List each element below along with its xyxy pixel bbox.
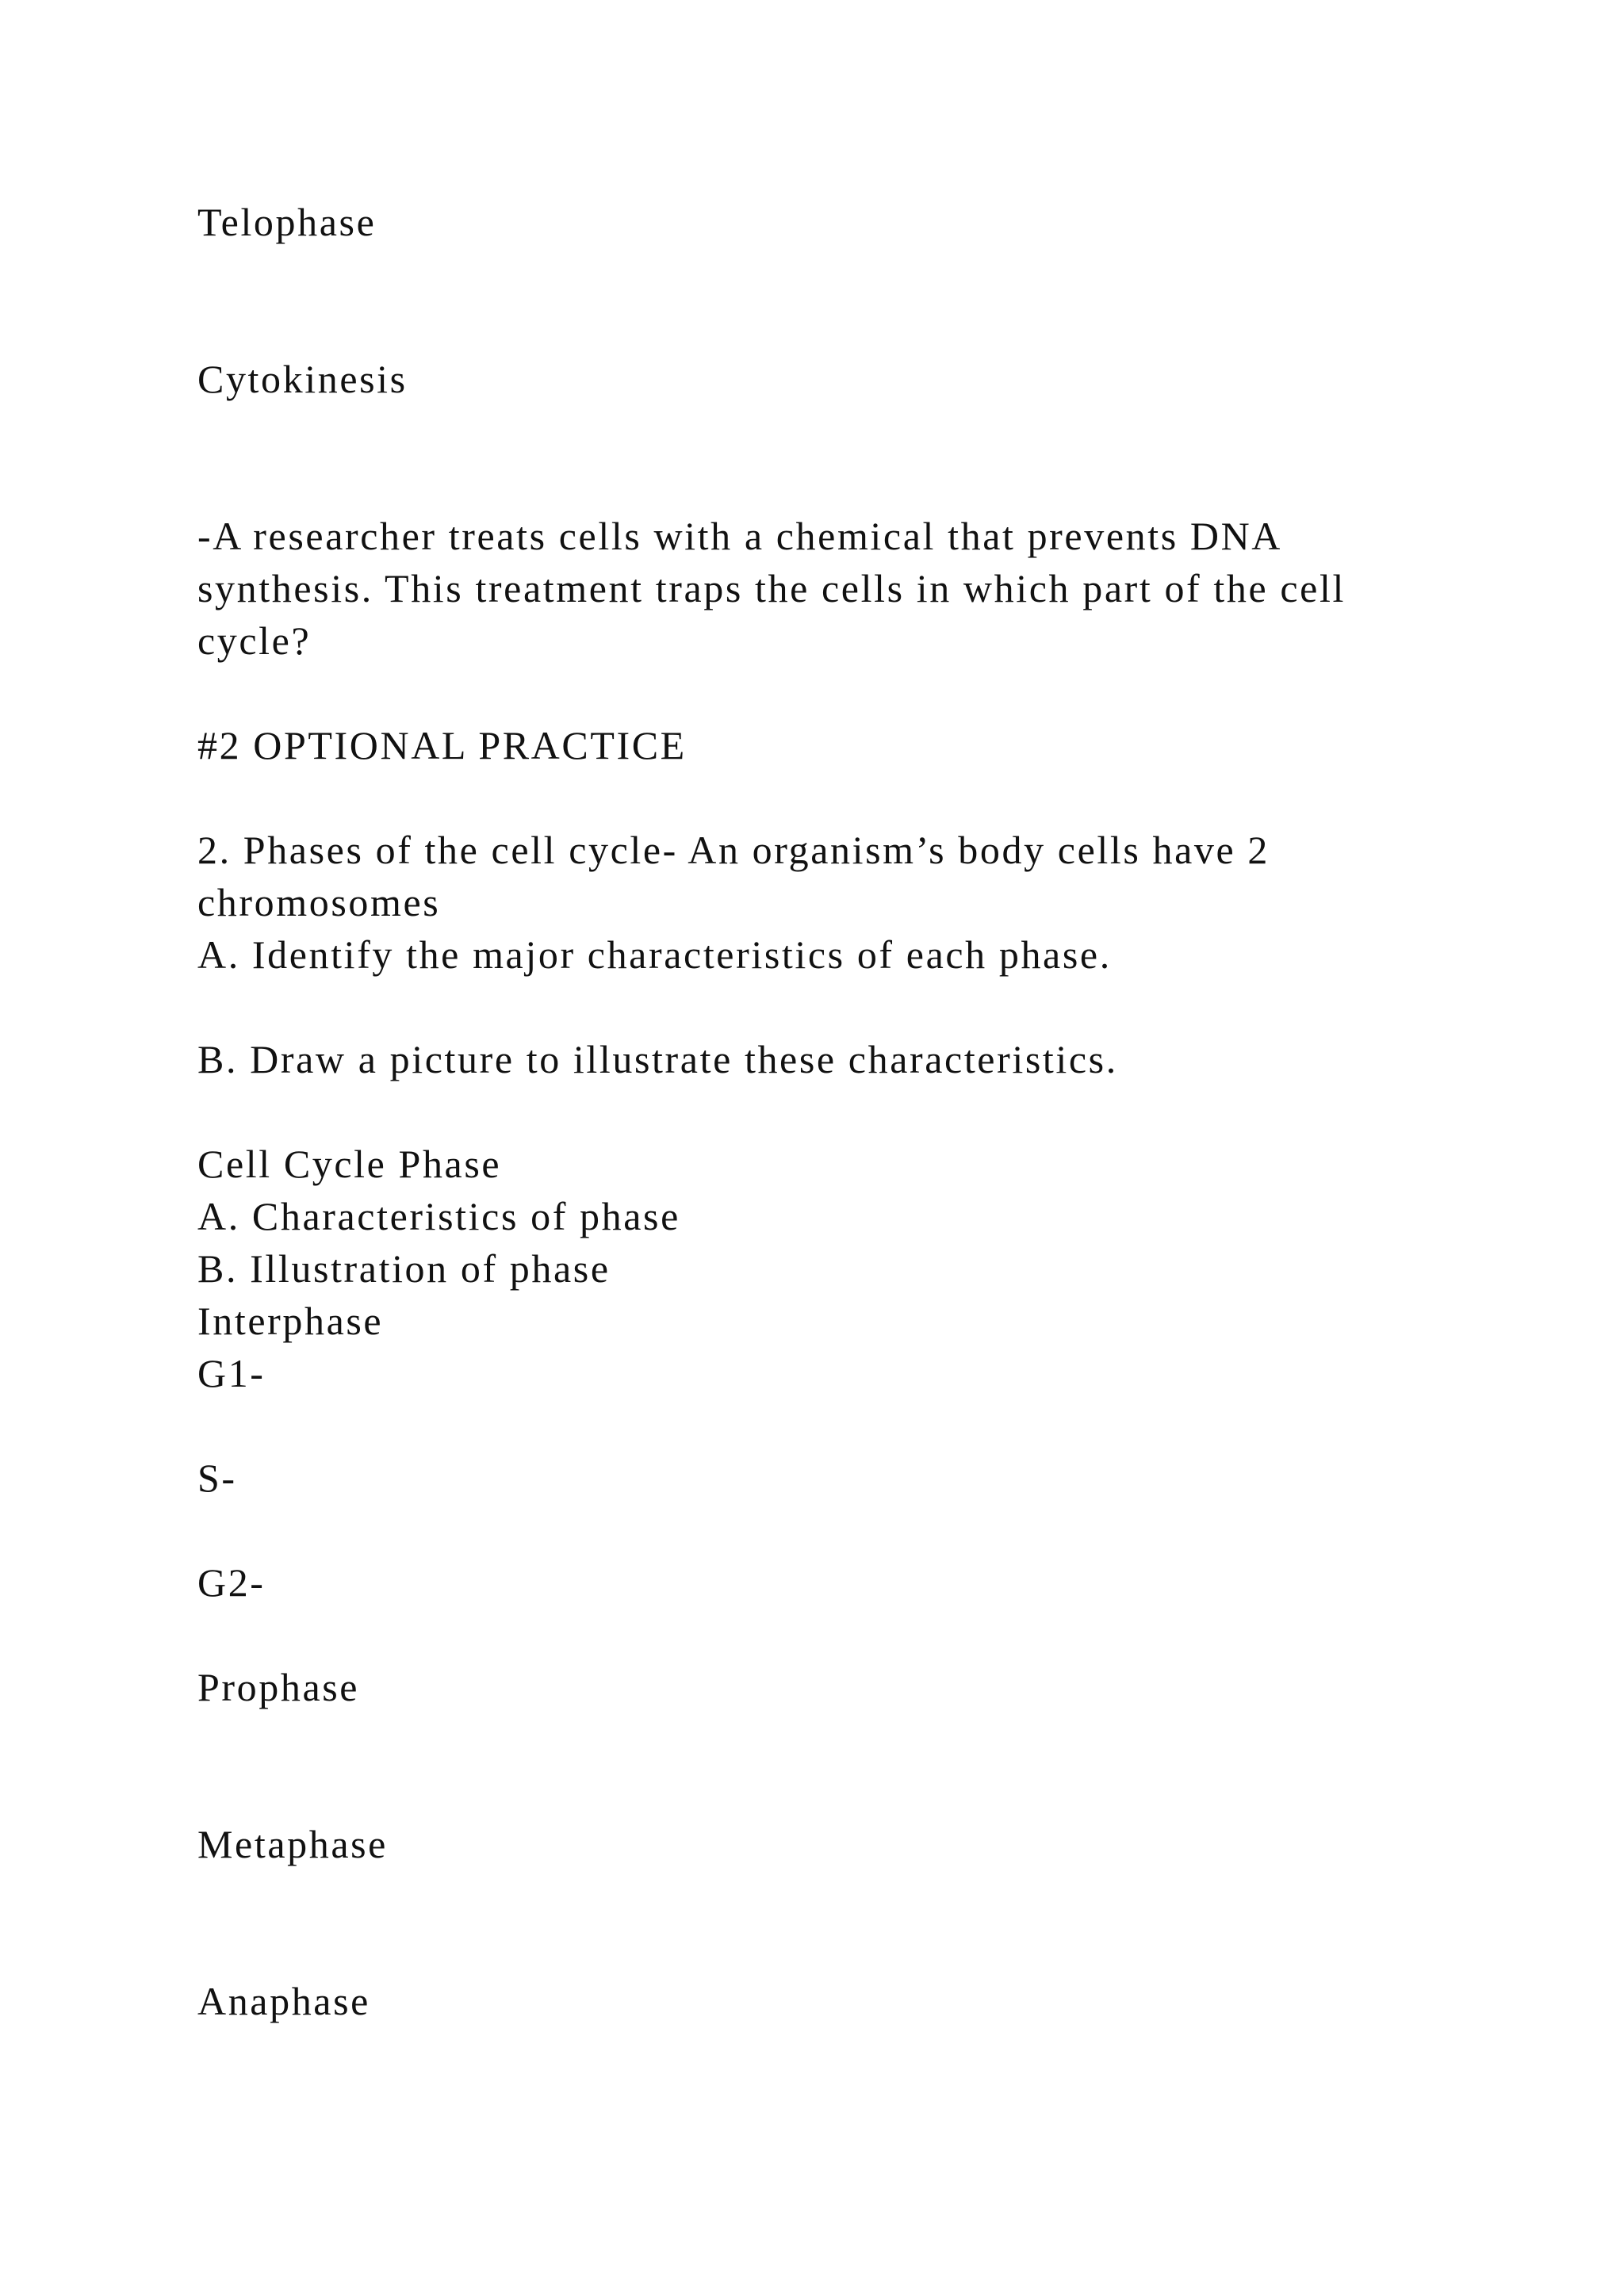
question-line-3: cycle?: [197, 618, 312, 663]
table-row-metaphase: Metaphase: [197, 1822, 388, 1866]
question-line-2: synthesis. This treatment traps the cells in which part of the cell: [197, 566, 1346, 610]
prompt-part-b: B. Draw a picture to illustrate these characteristics.: [197, 1037, 1118, 1081]
question-line-1: -A researcher treats cells with a chemical that prevents DNA: [197, 514, 1282, 558]
table-header-illustration: B. Illustration of phase: [197, 1246, 611, 1291]
table-row-g2: G2-: [197, 1560, 266, 1605]
table-header-characteristics: A. Characteristics of phase: [197, 1194, 680, 1238]
table-row-anaphase: Anaphase: [197, 1979, 370, 2023]
table-row-prophase: Prophase: [197, 1665, 360, 1709]
phase-label-telophase: Telophase: [197, 200, 377, 244]
table-row-s: S-: [197, 1456, 237, 1500]
table-header-phase: Cell Cycle Phase: [197, 1142, 502, 1186]
section-heading: #2 OPTIONAL PRACTICE: [197, 723, 687, 767]
table-row-interphase: Interphase: [197, 1299, 384, 1343]
prompt-line-2: chromosomes: [197, 880, 441, 924]
phase-label-cytokinesis: Cytokinesis: [197, 357, 408, 401]
table-row-g1: G1-: [197, 1351, 266, 1395]
prompt-line-1: 2. Phases of the cell cycle- An organism’s body cells have 2: [197, 828, 1270, 872]
prompt-part-a: A. Identify the major characteristics of each phase.: [197, 932, 1112, 977]
